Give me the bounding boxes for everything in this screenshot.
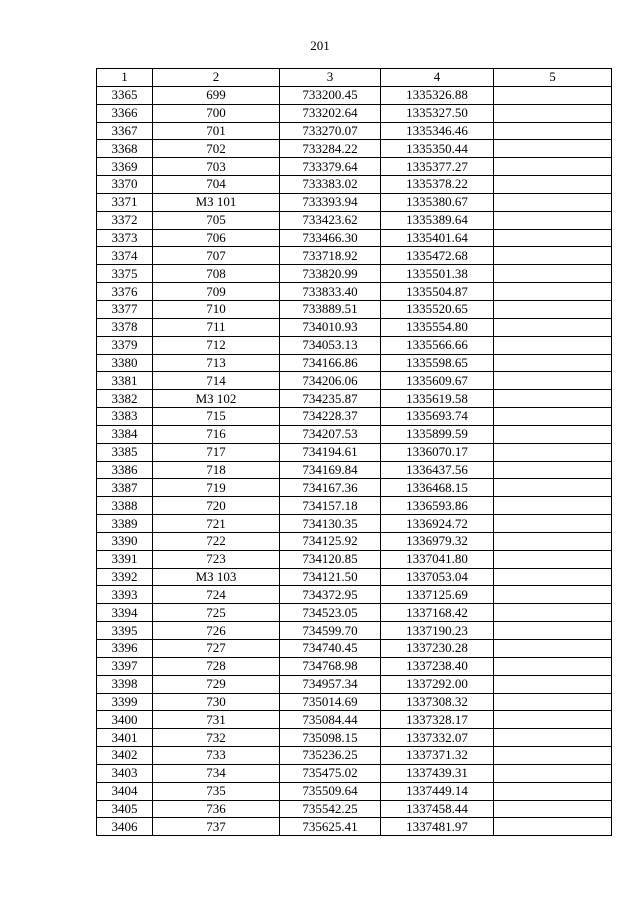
x-coordinate-cell: 733270.07 — [280, 122, 381, 140]
table-row — [97, 265, 612, 283]
y-coordinate-cell: 1337125.69 — [381, 586, 494, 604]
y-coordinate-cell: 1335899.59 — [381, 425, 494, 443]
column-header-3: 3 — [280, 69, 381, 87]
y-coordinate-cell: 1335346.46 — [381, 122, 494, 140]
table-row — [97, 176, 612, 194]
table-row — [97, 729, 612, 747]
table-row — [97, 657, 612, 675]
x-coordinate-cell: 734157.18 — [280, 497, 381, 515]
point-id-cell: 726 — [153, 622, 280, 640]
note-cell — [494, 425, 612, 443]
table-row — [97, 515, 612, 533]
table-row — [97, 747, 612, 765]
note-cell — [494, 604, 612, 622]
point-id-cell: 728 — [153, 657, 280, 675]
note-cell — [494, 104, 612, 122]
table-row — [97, 300, 612, 318]
x-coordinate-cell: 733423.62 — [280, 211, 381, 229]
table-row — [97, 372, 612, 390]
point-id-cell: 729 — [153, 675, 280, 693]
note-cell — [494, 408, 612, 426]
row-number-cell: 3378 — [97, 318, 153, 336]
y-coordinate-cell: 1337168.42 — [381, 604, 494, 622]
note-cell — [494, 372, 612, 390]
x-coordinate-cell: 735542.25 — [280, 800, 381, 818]
x-coordinate-cell: 734599.70 — [280, 622, 381, 640]
coordinates-table — [96, 68, 612, 836]
point-id-cell: 700 — [153, 104, 280, 122]
row-number-cell: 3369 — [97, 158, 153, 176]
page-number: 201 — [310, 38, 330, 53]
x-coordinate-cell: 734523.05 — [280, 604, 381, 622]
x-coordinate-cell: 733379.64 — [280, 158, 381, 176]
point-id-cell: 732 — [153, 729, 280, 747]
y-coordinate-cell: 1337292.00 — [381, 675, 494, 693]
y-coordinate-cell: 1335619.58 — [381, 390, 494, 408]
x-coordinate-cell: 733889.51 — [280, 300, 381, 318]
y-coordinate-cell: 1337458.44 — [381, 800, 494, 818]
table-row — [97, 390, 612, 408]
table-row — [97, 693, 612, 711]
y-coordinate-cell: 1337328.17 — [381, 711, 494, 729]
y-coordinate-cell: 1336468.15 — [381, 479, 494, 497]
table-row — [97, 818, 612, 836]
y-coordinate-cell: 1337439.31 — [381, 764, 494, 782]
row-number-cell: 3401 — [97, 729, 153, 747]
note-cell — [494, 622, 612, 640]
note-cell — [494, 657, 612, 675]
y-coordinate-cell: 1335554.80 — [381, 318, 494, 336]
table-row — [97, 425, 612, 443]
y-coordinate-cell: 1335389.64 — [381, 211, 494, 229]
table-row — [97, 782, 612, 800]
row-number-cell: 3384 — [97, 425, 153, 443]
row-number-cell: 3403 — [97, 764, 153, 782]
table-row — [97, 586, 612, 604]
table-row — [97, 800, 612, 818]
y-coordinate-cell: 1336979.32 — [381, 532, 494, 550]
table-row — [97, 604, 612, 622]
note-cell — [494, 711, 612, 729]
note-cell — [494, 532, 612, 550]
x-coordinate-cell: 735625.41 — [280, 818, 381, 836]
point-id-cell: 714 — [153, 372, 280, 390]
table-row — [97, 104, 612, 122]
point-id-cell: 721 — [153, 515, 280, 533]
note-cell — [494, 211, 612, 229]
x-coordinate-cell: 734125.92 — [280, 532, 381, 550]
y-coordinate-cell: 1336924.72 — [381, 515, 494, 533]
point-id-cell: 709 — [153, 283, 280, 301]
x-coordinate-cell: 735475.02 — [280, 764, 381, 782]
note-cell — [494, 140, 612, 158]
y-coordinate-cell: 1335566.66 — [381, 336, 494, 354]
row-number-cell: 3406 — [97, 818, 153, 836]
x-coordinate-cell: 734010.93 — [280, 318, 381, 336]
y-coordinate-cell: 1336593.86 — [381, 497, 494, 515]
point-id-cell: 703 — [153, 158, 280, 176]
table-row — [97, 354, 612, 372]
note-cell — [494, 158, 612, 176]
note-cell — [494, 300, 612, 318]
x-coordinate-cell: 734053.13 — [280, 336, 381, 354]
table-row — [97, 318, 612, 336]
table-row — [97, 711, 612, 729]
row-number-cell: 3380 — [97, 354, 153, 372]
row-number-cell: 3376 — [97, 283, 153, 301]
header-row — [97, 69, 612, 87]
y-coordinate-cell: 1335520.65 — [381, 300, 494, 318]
note-cell — [494, 729, 612, 747]
y-coordinate-cell: 1336070.17 — [381, 443, 494, 461]
x-coordinate-cell: 735236.25 — [280, 747, 381, 765]
row-number-cell: 3373 — [97, 229, 153, 247]
row-number-cell: 3368 — [97, 140, 153, 158]
x-coordinate-cell: 735084.44 — [280, 711, 381, 729]
x-coordinate-cell: 734206.06 — [280, 372, 381, 390]
row-number-cell: 3379 — [97, 336, 153, 354]
row-number-cell: 3366 — [97, 104, 153, 122]
note-cell — [494, 354, 612, 372]
point-id-cell: 712 — [153, 336, 280, 354]
point-id-cell: 706 — [153, 229, 280, 247]
row-number-cell: 3386 — [97, 461, 153, 479]
point-id-cell: 724 — [153, 586, 280, 604]
note-cell — [494, 479, 612, 497]
column-header-2: 2 — [153, 69, 280, 87]
note-cell — [494, 336, 612, 354]
x-coordinate-cell: 733466.30 — [280, 229, 381, 247]
table-row — [97, 675, 612, 693]
point-id-cell: 725 — [153, 604, 280, 622]
x-coordinate-cell: 734768.98 — [280, 657, 381, 675]
row-number-cell: 3383 — [97, 408, 153, 426]
y-coordinate-cell: 1335598.65 — [381, 354, 494, 372]
note-cell — [494, 586, 612, 604]
row-number-cell: 3385 — [97, 443, 153, 461]
x-coordinate-cell: 733202.64 — [280, 104, 381, 122]
row-number-cell: 3397 — [97, 657, 153, 675]
table-row — [97, 568, 612, 586]
note-cell — [494, 515, 612, 533]
table-row — [97, 532, 612, 550]
row-number-cell: 3398 — [97, 675, 153, 693]
note-cell — [494, 86, 612, 104]
note-cell — [494, 318, 612, 336]
note-cell — [494, 461, 612, 479]
point-id-cell: МЗ 103 — [153, 568, 280, 586]
note-cell — [494, 568, 612, 586]
x-coordinate-cell: 733718.92 — [280, 247, 381, 265]
y-coordinate-cell: 1335326.88 — [381, 86, 494, 104]
row-number-cell: 3387 — [97, 479, 153, 497]
y-coordinate-cell: 1335378.22 — [381, 176, 494, 194]
x-coordinate-cell: 734235.87 — [280, 390, 381, 408]
note-cell — [494, 247, 612, 265]
x-coordinate-cell: 734372.95 — [280, 586, 381, 604]
point-id-cell: 715 — [153, 408, 280, 426]
row-number-cell: 3405 — [97, 800, 153, 818]
point-id-cell: 699 — [153, 86, 280, 104]
point-id-cell: 710 — [153, 300, 280, 318]
row-number-cell: 3371 — [97, 193, 153, 211]
row-number-cell: 3370 — [97, 176, 153, 194]
y-coordinate-cell: 1337371.32 — [381, 747, 494, 765]
y-coordinate-cell: 1335350.44 — [381, 140, 494, 158]
point-id-cell: 713 — [153, 354, 280, 372]
note-cell — [494, 122, 612, 140]
note-cell — [494, 550, 612, 568]
row-number-cell: 3374 — [97, 247, 153, 265]
note-cell — [494, 675, 612, 693]
note-cell — [494, 390, 612, 408]
table-row — [97, 479, 612, 497]
row-number-cell: 3390 — [97, 532, 153, 550]
point-id-cell: 702 — [153, 140, 280, 158]
y-coordinate-cell: 1335501.38 — [381, 265, 494, 283]
point-id-cell: 720 — [153, 497, 280, 515]
x-coordinate-cell: 734167.36 — [280, 479, 381, 497]
note-cell — [494, 265, 612, 283]
note-cell — [494, 497, 612, 515]
table-row — [97, 283, 612, 301]
point-id-cell: 737 — [153, 818, 280, 836]
table-row — [97, 550, 612, 568]
row-number-cell: 3404 — [97, 782, 153, 800]
note-cell — [494, 782, 612, 800]
note-cell — [494, 800, 612, 818]
point-id-cell: 711 — [153, 318, 280, 336]
table-row — [97, 622, 612, 640]
x-coordinate-cell: 735509.64 — [280, 782, 381, 800]
note-cell — [494, 764, 612, 782]
note-cell — [494, 176, 612, 194]
x-coordinate-cell: 734169.84 — [280, 461, 381, 479]
x-coordinate-cell: 733833.40 — [280, 283, 381, 301]
point-id-cell: 718 — [153, 461, 280, 479]
point-id-cell: 722 — [153, 532, 280, 550]
point-id-cell: 719 — [153, 479, 280, 497]
row-number-cell: 3388 — [97, 497, 153, 515]
note-cell — [494, 818, 612, 836]
table-row — [97, 229, 612, 247]
point-id-cell: 708 — [153, 265, 280, 283]
y-coordinate-cell: 1335377.27 — [381, 158, 494, 176]
x-coordinate-cell: 733200.45 — [280, 86, 381, 104]
column-header-5: 5 — [494, 69, 612, 87]
x-coordinate-cell: 734228.37 — [280, 408, 381, 426]
point-id-cell: 731 — [153, 711, 280, 729]
x-coordinate-cell: 735098.15 — [280, 729, 381, 747]
y-coordinate-cell: 1336437.56 — [381, 461, 494, 479]
x-coordinate-cell: 734121.50 — [280, 568, 381, 586]
note-cell — [494, 283, 612, 301]
row-number-cell: 3391 — [97, 550, 153, 568]
x-coordinate-cell: 734957.34 — [280, 675, 381, 693]
note-cell — [494, 640, 612, 658]
row-number-cell: 3377 — [97, 300, 153, 318]
y-coordinate-cell: 1335504.87 — [381, 283, 494, 301]
y-coordinate-cell: 1335472.68 — [381, 247, 494, 265]
column-header-1: 1 — [97, 69, 153, 87]
row-number-cell: 3365 — [97, 86, 153, 104]
table-row — [97, 408, 612, 426]
row-number-cell: 3367 — [97, 122, 153, 140]
point-id-cell: МЗ 101 — [153, 193, 280, 211]
point-id-cell: 716 — [153, 425, 280, 443]
y-coordinate-cell: 1337308.32 — [381, 693, 494, 711]
row-number-cell: 3372 — [97, 211, 153, 229]
y-coordinate-cell: 1337481.97 — [381, 818, 494, 836]
point-id-cell: 735 — [153, 782, 280, 800]
y-coordinate-cell: 1337332.07 — [381, 729, 494, 747]
point-id-cell: 704 — [153, 176, 280, 194]
y-coordinate-cell: 1335380.67 — [381, 193, 494, 211]
table-row — [97, 247, 612, 265]
table-row — [97, 86, 612, 104]
column-header-4: 4 — [381, 69, 494, 87]
y-coordinate-cell: 1337053.04 — [381, 568, 494, 586]
row-number-cell: 3393 — [97, 586, 153, 604]
row-number-cell: 3394 — [97, 604, 153, 622]
point-id-cell: 727 — [153, 640, 280, 658]
x-coordinate-cell: 734166.86 — [280, 354, 381, 372]
y-coordinate-cell: 1335609.67 — [381, 372, 494, 390]
table-body — [97, 86, 612, 835]
table-row — [97, 461, 612, 479]
x-coordinate-cell: 734207.53 — [280, 425, 381, 443]
row-number-cell: 3381 — [97, 372, 153, 390]
row-number-cell: 3400 — [97, 711, 153, 729]
y-coordinate-cell: 1335327.50 — [381, 104, 494, 122]
row-number-cell: 3402 — [97, 747, 153, 765]
note-cell — [494, 693, 612, 711]
point-id-cell: 707 — [153, 247, 280, 265]
x-coordinate-cell: 734120.85 — [280, 550, 381, 568]
point-id-cell: 734 — [153, 764, 280, 782]
row-number-cell: 3389 — [97, 515, 153, 533]
x-coordinate-cell: 734130.35 — [280, 515, 381, 533]
table-row — [97, 211, 612, 229]
x-coordinate-cell: 734740.45 — [280, 640, 381, 658]
note-cell — [494, 443, 612, 461]
row-number-cell: 3396 — [97, 640, 153, 658]
table-row — [97, 497, 612, 515]
x-coordinate-cell: 735014.69 — [280, 693, 381, 711]
y-coordinate-cell: 1337230.28 — [381, 640, 494, 658]
note-cell — [494, 747, 612, 765]
y-coordinate-cell: 1335401.64 — [381, 229, 494, 247]
table-header — [97, 69, 612, 87]
table-row — [97, 640, 612, 658]
point-id-cell: 733 — [153, 747, 280, 765]
row-number-cell: 3382 — [97, 390, 153, 408]
point-id-cell: МЗ 102 — [153, 390, 280, 408]
row-number-cell: 3392 — [97, 568, 153, 586]
x-coordinate-cell: 733383.02 — [280, 176, 381, 194]
row-number-cell: 3395 — [97, 622, 153, 640]
table-row — [97, 140, 612, 158]
x-coordinate-cell: 733820.99 — [280, 265, 381, 283]
table-row — [97, 764, 612, 782]
y-coordinate-cell: 1337449.14 — [381, 782, 494, 800]
point-id-cell: 736 — [153, 800, 280, 818]
point-id-cell: 717 — [153, 443, 280, 461]
y-coordinate-cell: 1337041.80 — [381, 550, 494, 568]
y-coordinate-cell: 1337190.23 — [381, 622, 494, 640]
point-id-cell: 705 — [153, 211, 280, 229]
point-id-cell: 723 — [153, 550, 280, 568]
table-row — [97, 193, 612, 211]
table-row — [97, 122, 612, 140]
x-coordinate-cell: 734194.61 — [280, 443, 381, 461]
note-cell — [494, 229, 612, 247]
note-cell — [494, 193, 612, 211]
y-coordinate-cell: 1335693.74 — [381, 408, 494, 426]
table-row — [97, 336, 612, 354]
x-coordinate-cell: 733284.22 — [280, 140, 381, 158]
point-id-cell: 730 — [153, 693, 280, 711]
table-row — [97, 443, 612, 461]
row-number-cell: 3375 — [97, 265, 153, 283]
point-id-cell: 701 — [153, 122, 280, 140]
x-coordinate-cell: 733393.94 — [280, 193, 381, 211]
row-number-cell: 3399 — [97, 693, 153, 711]
table-row — [97, 158, 612, 176]
y-coordinate-cell: 1337238.40 — [381, 657, 494, 675]
